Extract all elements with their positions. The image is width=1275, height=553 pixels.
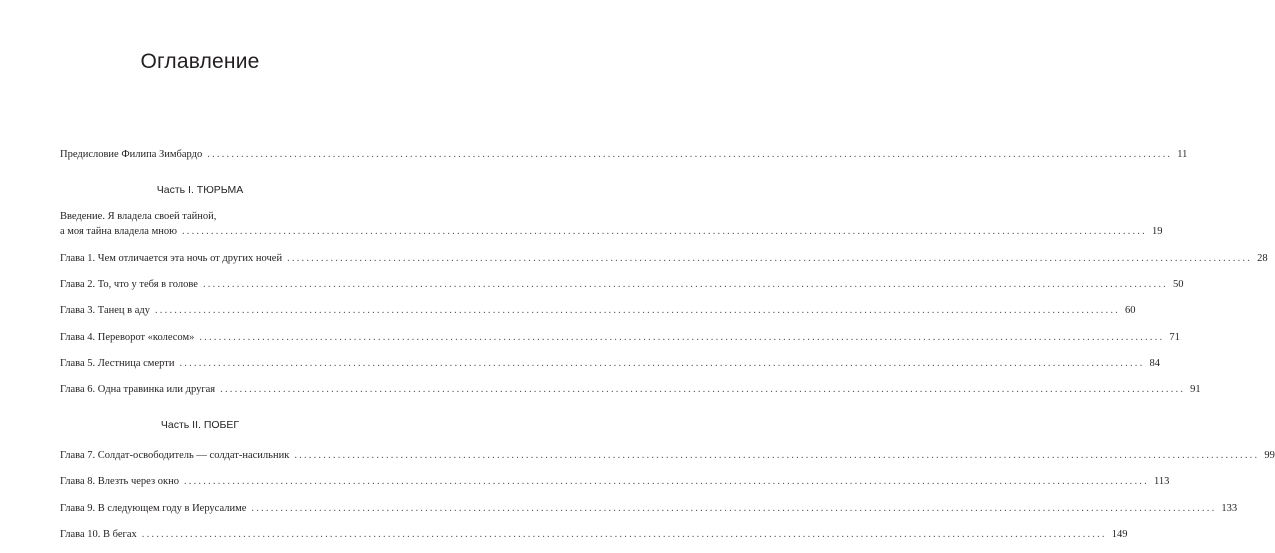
toc-entry-page: 60 — [1124, 305, 1136, 316]
toc-entry-label: Глава 1. Чем отличается эта ночь от других ночей — [60, 253, 283, 264]
toc-entry-page: 19 — [1151, 226, 1163, 237]
toc-leader: ........................................................................................................................................................................................................ — [154, 305, 1120, 316]
toc-entry-preface[interactable] — [60, 147, 1188, 163]
toc-leader: ........................................................................................................................................................................................................ — [207, 149, 1173, 160]
toc-entry-chapter-10[interactable] — [60, 527, 1128, 543]
toc-entry-chapter-1[interactable] — [60, 251, 1268, 267]
toc-entry-label: Глава 8. Влезть через окно — [60, 476, 179, 487]
toc-entry-chapter-2[interactable] — [60, 277, 1184, 293]
toc-entry-page: 50 — [1172, 279, 1184, 290]
toc-entry-chapter-5[interactable] — [60, 356, 1160, 372]
toc-entry-page: 113 — [1153, 476, 1170, 487]
toc-entry-chapter-8[interactable] — [60, 474, 1170, 490]
toc-entry-label: Глава 6. Одна травинка или другая — [60, 384, 216, 395]
page-title: Оглавление — [140, 50, 260, 73]
toc-leader: ........................................................................................................................................................................................................ — [181, 226, 1147, 237]
toc-entry-label-line1: Введение. Я владела своей тайной, — [60, 211, 217, 222]
toc-entry-page: 149 — [1111, 529, 1128, 540]
toc-entry-chapter-4[interactable] — [60, 330, 1180, 346]
toc-entry-page: 71 — [1169, 332, 1180, 343]
toc-entry-chapter-6[interactable] — [60, 382, 1201, 398]
part-heading-2: Часть II. ПОБЕГ — [160, 419, 240, 431]
toc-leader: ........................................................................................................................................................................................................ — [294, 450, 1260, 461]
toc-leader: ........................................................................................................................................................................................................ — [220, 384, 1186, 395]
toc-entry-label: Глава 9. В следующем году в Иерусалиме — [60, 503, 247, 514]
toc-entry-chapter-7[interactable] — [60, 448, 1275, 464]
toc-entry-label: Глава 5. Лестница смерти — [60, 358, 175, 369]
toc-entry-intro[interactable] — [60, 211, 1163, 240]
toc-entry-label: Глава 10. В бегах — [60, 529, 137, 540]
toc-entry-page: 28 — [1257, 253, 1268, 264]
toc-entry-label: Глава 4. Переворот «колесом» — [60, 332, 195, 343]
toc-leader: ........................................................................................................................................................................................................ — [202, 279, 1168, 290]
toc-entry-label: Глава 7. Солдат-освободитель — солдат-насильник — [60, 450, 290, 461]
toc-entry-page: 133 — [1221, 503, 1238, 514]
toc-entry-page: 84 — [1149, 358, 1160, 369]
toc-leader: ........................................................................................................................................................................................................ — [287, 253, 1253, 264]
part-heading-1: Часть I. ТЮРЬМА — [156, 184, 244, 196]
toc-entry-label: Глава 2. То, что у тебя в голове — [60, 279, 198, 290]
toc-entry-chapter-9[interactable] — [60, 501, 1238, 517]
toc-leader: ........................................................................................................................................................................................................ — [199, 332, 1165, 343]
toc-entry-label: Глава 3. Танец в аду — [60, 305, 150, 316]
toc-leader: ........................................................................................................................................................................................................ — [183, 476, 1149, 487]
toc-entry-page: 99 — [1264, 450, 1275, 461]
toc-entry-page: 11 — [1177, 149, 1188, 160]
toc-entry-label: а моя тайна владела мною — [60, 226, 177, 237]
toc-leader: ........................................................................................................................................................................................................ — [251, 503, 1217, 514]
toc-leader: ........................................................................................................................................................................................................ — [141, 529, 1107, 540]
toc-entry-label: Предисловие Филипа Зимбардо — [60, 149, 203, 160]
toc-entry-chapter-3[interactable] — [60, 303, 1136, 319]
toc-leader: ........................................................................................................................................................................................................ — [179, 358, 1145, 369]
toc-entry-page: 91 — [1190, 384, 1201, 395]
